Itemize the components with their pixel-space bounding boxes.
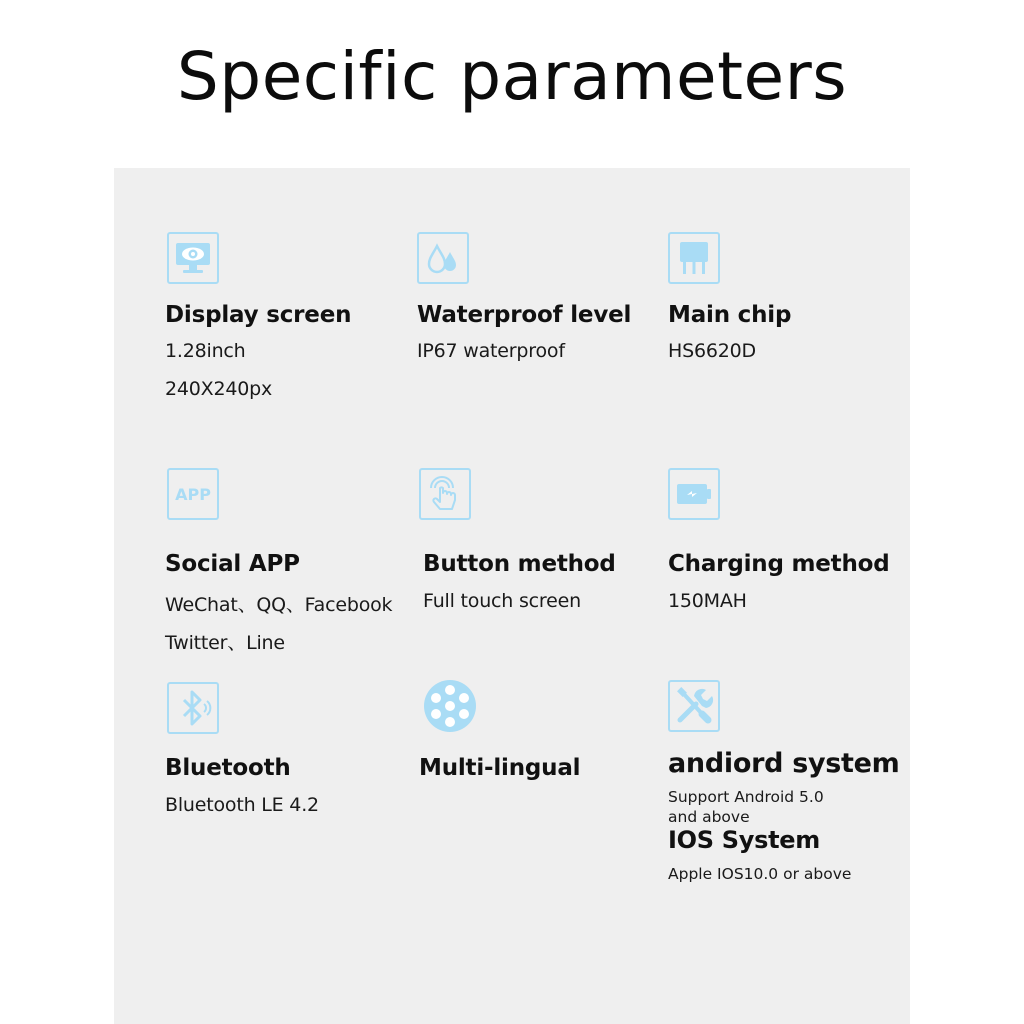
param-social-app: [167, 468, 219, 520]
param-main-chip: [668, 232, 720, 284]
chip-icon: [668, 232, 720, 284]
heading-social-app: Social APP: [165, 551, 300, 577]
value-social-apps-2: Twitter、Line: [165, 632, 285, 654]
heading-display-screen: Display screen: [165, 302, 352, 328]
heading-multi-lingual: Multi-lingual: [419, 755, 581, 781]
value-button-method: Full touch screen: [423, 590, 581, 612]
value-battery-capacity: 150MAH: [668, 590, 747, 612]
heading-main-chip: Main chip: [668, 302, 792, 328]
battery-icon: [668, 468, 720, 520]
value-android-support-2: and above: [668, 808, 750, 826]
value-display-size: 1.28inch: [165, 340, 246, 362]
heading-ios-system: IOS System: [668, 826, 820, 854]
param-bluetooth: [167, 682, 219, 734]
language-wheel-icon: [422, 678, 478, 734]
param-system: [668, 680, 720, 732]
bluetooth-icon: [167, 682, 219, 734]
value-waterproof: IP67 waterproof: [417, 340, 565, 362]
param-multi-lingual: [422, 678, 478, 734]
touch-hand-icon: [419, 468, 471, 520]
heading-charging-method: Charging method: [668, 551, 890, 577]
heading-android-system: andiord system: [668, 748, 900, 779]
param-charging-method: [668, 468, 720, 520]
heading-bluetooth: Bluetooth: [165, 755, 291, 781]
tools-icon: [668, 680, 720, 732]
value-bluetooth-version: Bluetooth LE 4.2: [165, 794, 319, 816]
parameters-panel: [114, 168, 910, 1024]
value-ios-support: Apple IOS10.0 or above: [668, 865, 852, 883]
value-android-support-1: Support Android 5.0: [668, 788, 824, 806]
value-main-chip: HS6620D: [668, 340, 756, 362]
param-button-method: [419, 468, 471, 520]
page-title: Specific parameters: [176, 38, 848, 115]
value-social-apps-1: WeChat、QQ、Facebook: [165, 594, 393, 616]
heading-waterproof: Waterproof level: [417, 302, 632, 328]
app-icon: APP: [167, 468, 219, 520]
monitor-eye-icon: [167, 232, 219, 284]
water-drops-icon: [417, 232, 469, 284]
param-waterproof: [417, 232, 469, 284]
heading-button-method: Button method: [423, 551, 616, 577]
param-display-screen: [167, 232, 219, 284]
value-display-resolution: 240X240px: [165, 378, 273, 400]
